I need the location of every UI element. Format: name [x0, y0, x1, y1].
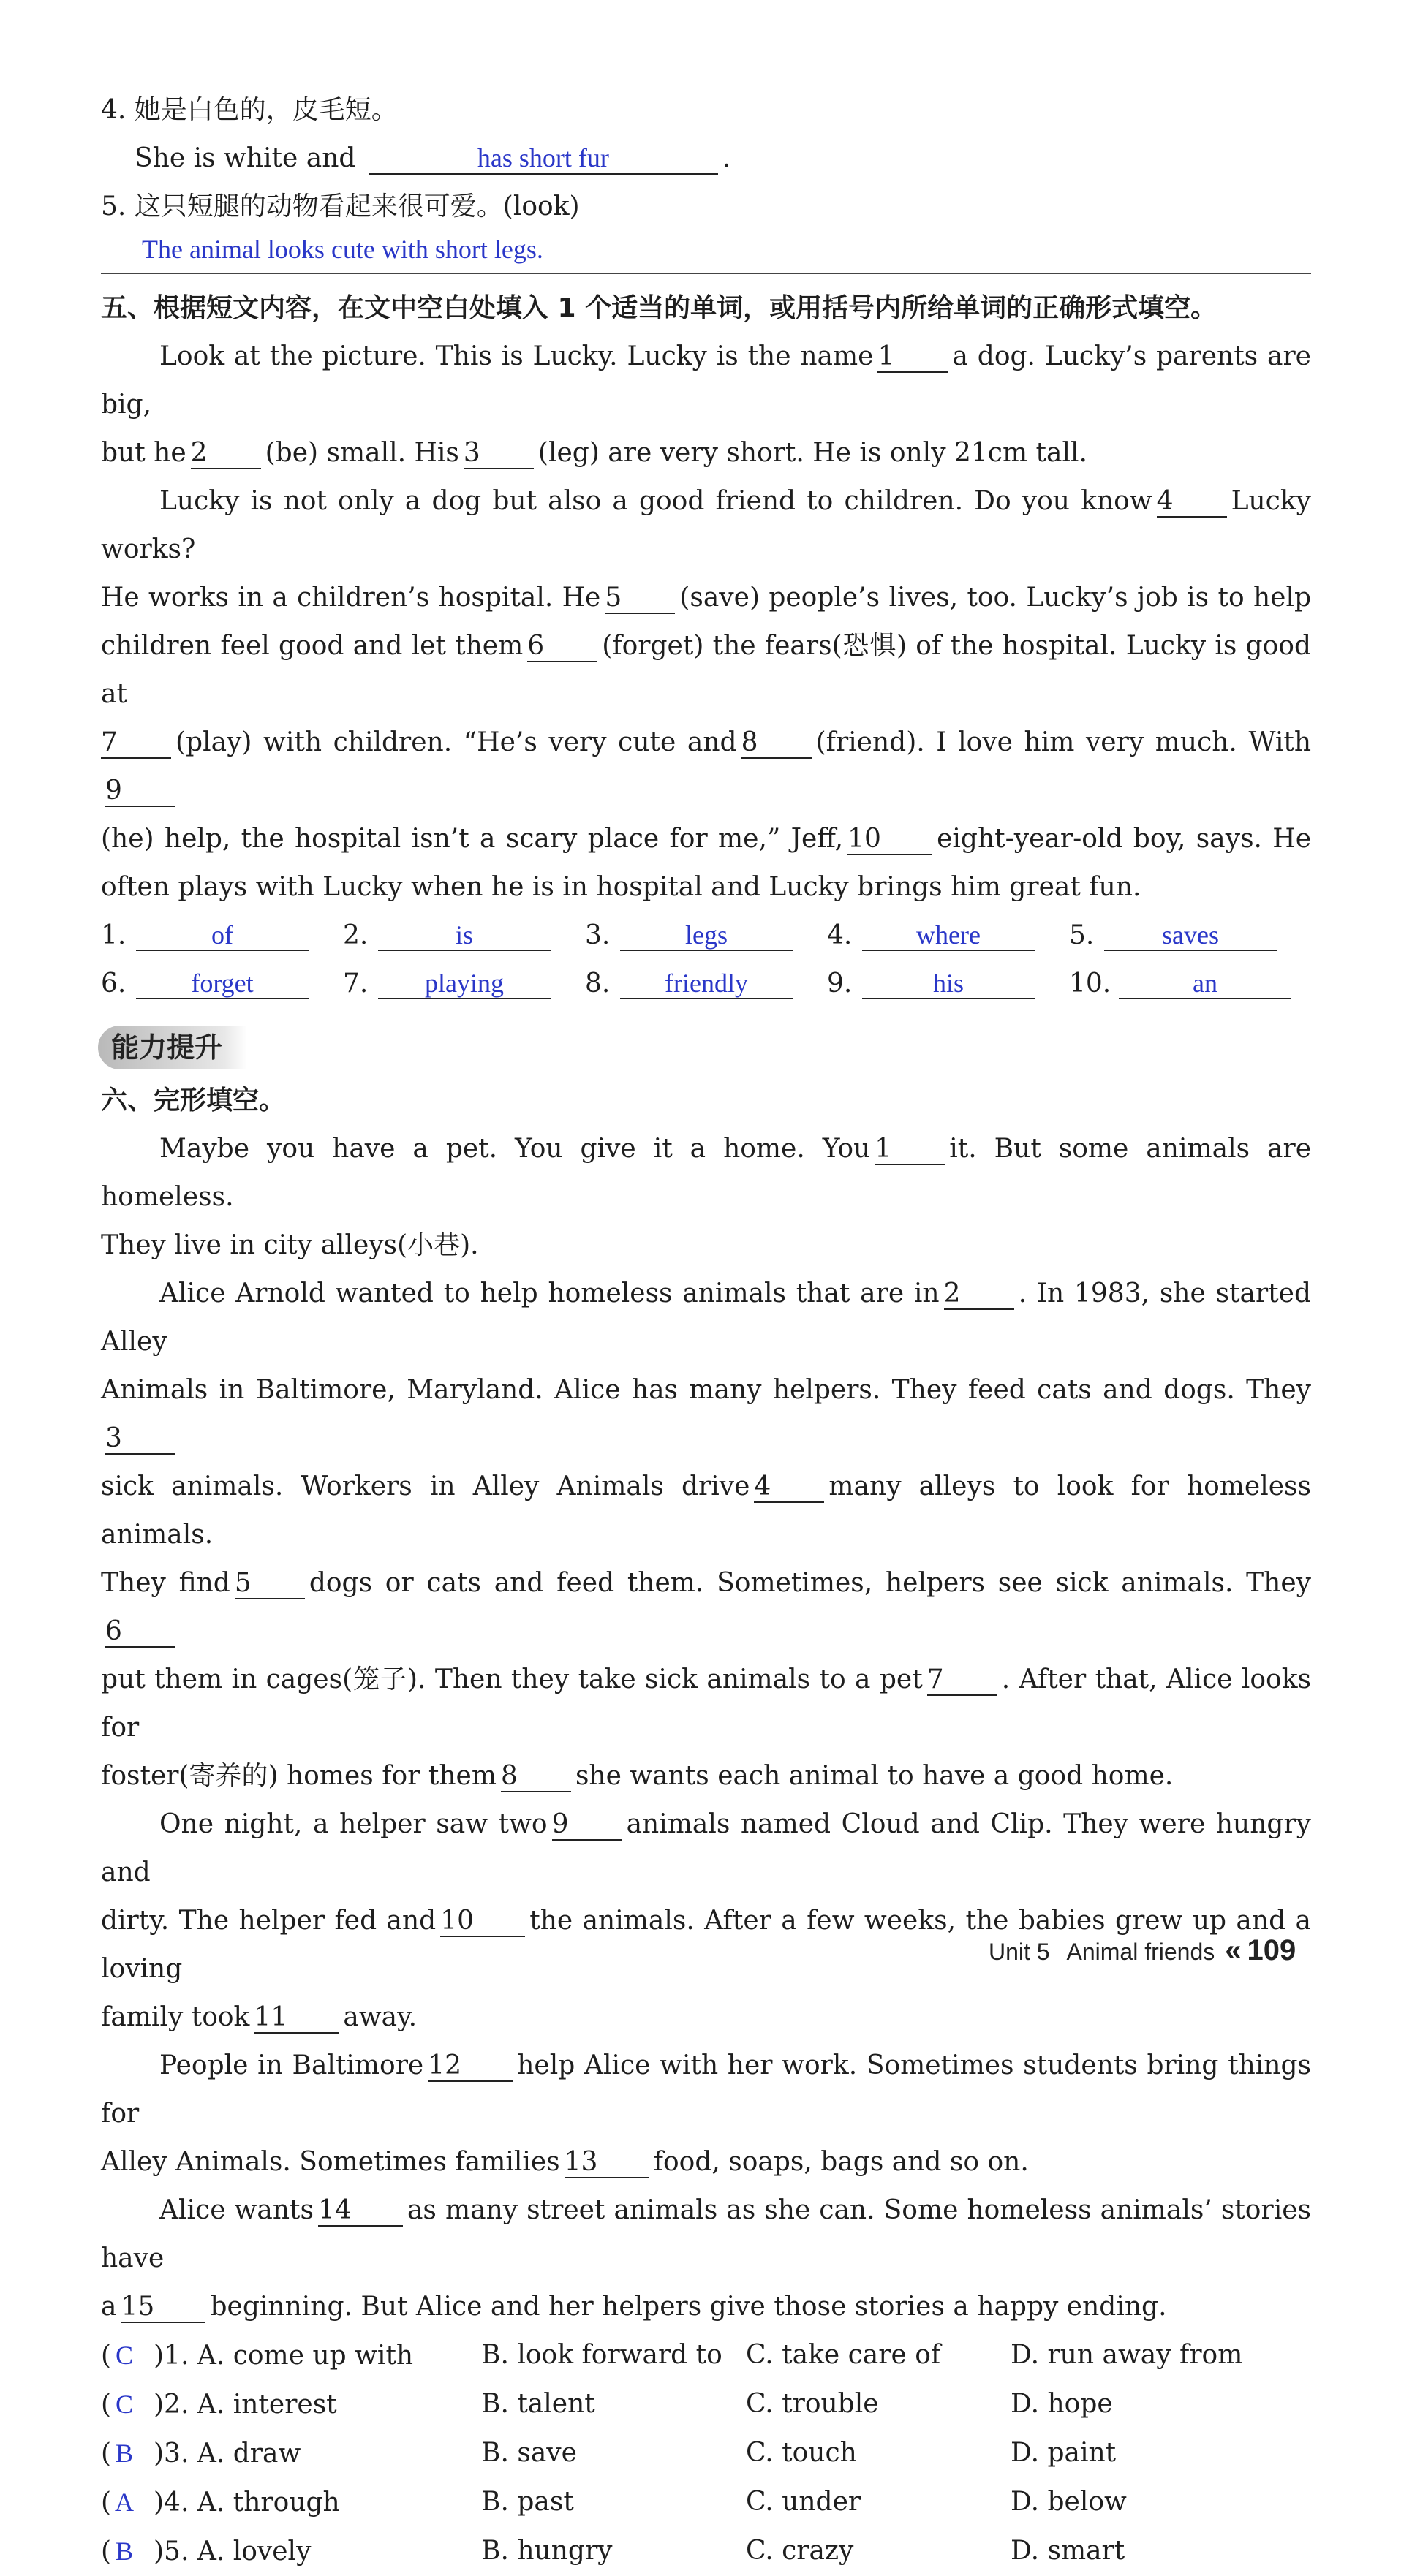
- s6-para4-line1: People in Baltimore 12 help Alice with her work. Sometimes students bring things for: [101, 2050, 1311, 2129]
- choice-option-d[interactable]: D. hope: [1011, 2389, 1113, 2419]
- q4-english: She is white and has short fur .: [135, 143, 731, 173]
- s5-para2-line1: Lucky is not only a dog but also a good friend to children. Do you know 4 Lucky works?: [101, 486, 1311, 564]
- divider: [101, 273, 1311, 274]
- s5-answer-5: [1069, 912, 1311, 960]
- s6-blank-8[interactable]: 8: [501, 1762, 571, 1792]
- choice-option-c[interactable]: C. take care of: [746, 2340, 941, 2370]
- s5-answer-value[interactable]: his: [862, 969, 1035, 999]
- s6-para2-line6: foster(寄养的) homes for them 8 she wants each animal to have a good home.: [101, 1761, 1174, 1791]
- choice-option-a[interactable]: ( B )3. A. draw: [101, 2429, 481, 2478]
- s6-choice-row-2: [101, 2380, 1311, 2429]
- page-content: [101, 86, 1311, 2576]
- s5-answer-number: 9.: [827, 969, 853, 999]
- s6-para5-line2: a 15 beginning. But Alice and her helpers give those stories a happy ending.: [101, 2292, 1167, 2322]
- s5-answer-number: 2.: [343, 920, 369, 950]
- s5-blank-1[interactable]: 1: [877, 342, 948, 373]
- choice-option-a[interactable]: ( C )1. A. come up with: [101, 2331, 481, 2380]
- s6-blank-9[interactable]: 9: [552, 1810, 622, 1841]
- s5-answer-number: 4.: [827, 920, 853, 950]
- s5-para2-line4: 7 (play) with children. “He’s very cute and 8 (friend). I love him very much. With9: [101, 727, 1312, 806]
- s6-para2-line1: Alice Arnold wanted to help homeless animals that are in 2 . In 1983, she started Alley: [101, 1278, 1311, 1357]
- chosen-answer: C: [116, 2390, 134, 2419]
- q4-chinese: 4. 她是白色的，皮毛短。: [101, 95, 398, 125]
- s5-answer-value[interactable]: an: [1119, 969, 1291, 999]
- s6-para2-line5: put them in cages(笼子). Then they take sick animals to a pet 7 . After that, Alice looks for: [101, 1664, 1312, 1743]
- s6-choices: [101, 2331, 1311, 2576]
- s6-blank-12[interactable]: 12: [428, 2051, 513, 2082]
- s5-answer-number: 6.: [101, 969, 127, 999]
- s5-answer-10: [1069, 960, 1311, 1008]
- s6-para2-line3: sick animals. Workers in Alley Animals drive 4 many alleys to look for homeless animals.: [101, 1471, 1312, 1550]
- choice-option-c[interactable]: C. trouble: [746, 2389, 879, 2419]
- s6-choice-row-5: [101, 2527, 1311, 2576]
- s5-answer-value[interactable]: where: [862, 920, 1035, 951]
- page-footer: [989, 1934, 1340, 1967]
- s5-answer-9: [827, 960, 1069, 1008]
- choice-option-b[interactable]: B. past: [481, 2487, 574, 2517]
- s5-answer-4: [827, 912, 1069, 960]
- s6-para2-line4: They find 5 dogs or cats and feed them. Sometimes, helpers see sick animals. They6: [101, 1568, 1312, 1646]
- q5-chinese: 5. 这只短腿的动物看起来很可爱。(look): [101, 192, 580, 221]
- s5-answer-value[interactable]: of: [136, 920, 309, 951]
- s5-answer-number: 10.: [1069, 969, 1111, 999]
- s5-answer-number: 8.: [585, 969, 611, 999]
- s5-answer-value[interactable]: forget: [136, 969, 309, 999]
- s6-choice-row-1: [101, 2331, 1311, 2380]
- s6-para1-line2: They live in city alleys(小巷).: [101, 1230, 479, 1260]
- s5-para1-line1: Look at the picture. This is Lucky. Lucky is the name 1 a dog. Lucky’s parents are big,: [101, 341, 1311, 420]
- s6-blank-15[interactable]: 15: [121, 2292, 205, 2323]
- choice-option-b[interactable]: B. look forward to: [481, 2340, 722, 2370]
- choice-option-a[interactable]: ( B )5. A. lovely: [101, 2527, 481, 2576]
- choice-option-b[interactable]: B. talent: [481, 2389, 595, 2419]
- s6-blank-2[interactable]: 2: [944, 1279, 1014, 1310]
- choice-option-b[interactable]: B. hungry: [481, 2536, 613, 2566]
- s6-para4-line2: Alley Animals. Sometimes families 13 food, soaps, bags and so on.: [101, 2147, 1029, 2177]
- s5-para2-line5: (he) help, the hospital isn’t a scary place for me,” Jeff, 10 eight-year-old boy, says. He: [101, 824, 1311, 854]
- q4-answer-blank[interactable]: [369, 143, 718, 175]
- section5-title: 五、根据短文内容，在文中空白处填入 1 个适当的单词，或用括号内所给单词的正确形式填空。: [101, 293, 1217, 323]
- s6-blank-6[interactable]: 6: [105, 1617, 175, 1648]
- s5-blank-2[interactable]: 2: [191, 439, 261, 469]
- s6-blank-11[interactable]: 11: [254, 2003, 339, 2034]
- s5-blank-9[interactable]: 9: [105, 776, 175, 807]
- s5-blank-4[interactable]: 4: [1157, 487, 1227, 518]
- s6-para3-line1: One night, a helper saw two 9 animals named Cloud and Clip. They were hungry and: [101, 1809, 1311, 1887]
- s5-answer-1: [101, 912, 343, 960]
- s5-answer-3: [585, 912, 827, 960]
- s5-blank-8[interactable]: 8: [741, 728, 812, 759]
- s6-para2-line2: Animals in Baltimore, Maryland. Alice has many helpers. They feed cats and dogs. They3: [101, 1375, 1311, 1453]
- q4-answer: has short fur: [477, 143, 609, 173]
- s5-answer-value[interactable]: playing: [378, 969, 551, 999]
- s6-blank-13[interactable]: 13: [565, 2148, 649, 2178]
- chosen-answer: B: [116, 2439, 134, 2468]
- s5-para2-line2: He works in a children’s hospital. He 5 (save) people’s lives, too. Lucky’s job is to help: [101, 583, 1311, 613]
- s5-answer-grid: [101, 912, 1311, 1008]
- s5-answer-6: [101, 960, 343, 1008]
- choice-option-d[interactable]: D. run away from: [1011, 2340, 1243, 2370]
- s6-choice-row-3: [101, 2429, 1311, 2478]
- s5-answer-8: [585, 960, 827, 1008]
- s5-answer-2: [343, 912, 585, 960]
- s6-choice-row-4: [101, 2478, 1311, 2527]
- choice-option-a[interactable]: ( A )4. A. through: [101, 2478, 481, 2527]
- s6-para1-line1: Maybe you have a pet. You give it a home. You 1 it. But some animals are homeless.: [101, 1134, 1311, 1212]
- choice-option-d[interactable]: D. paint: [1011, 2438, 1117, 2468]
- choice-option-c[interactable]: C. touch: [746, 2438, 857, 2468]
- chosen-answer: C: [116, 2341, 134, 2370]
- s5-answer-value[interactable]: is: [378, 920, 551, 951]
- s6-blank-1[interactable]: 1: [875, 1134, 945, 1165]
- s6-para3-line2: dirty. The helper fed and 10 the animals. After a few weeks, the babies grew up and a loving: [101, 1906, 1311, 1984]
- s5-para2-line6: often plays with Lucky when he is in hospital and Lucky brings him great fun.: [101, 872, 1141, 902]
- s5-blank-7[interactable]: 7: [101, 728, 171, 759]
- s5-answer-value[interactable]: legs: [620, 920, 793, 951]
- s6-blank-3[interactable]: 3: [105, 1424, 175, 1455]
- choice-option-b[interactable]: B. save: [481, 2438, 577, 2468]
- s6-blank-4[interactable]: 4: [754, 1472, 824, 1503]
- s5-blank-5[interactable]: 5: [605, 583, 675, 614]
- s5-answer-7: [343, 960, 585, 1008]
- page-number: 109: [1247, 1934, 1296, 1966]
- s5-answer-number: 7.: [343, 969, 369, 999]
- s5-answer-number: 5.: [1069, 920, 1095, 950]
- s6-para3-line3: family took 11 away.: [101, 2002, 418, 2032]
- s5-blank-10[interactable]: 10: [847, 825, 932, 855]
- choice-option-a[interactable]: ( C )2. A. interest: [101, 2380, 481, 2429]
- s5-answer-value[interactable]: friendly: [620, 969, 793, 999]
- chosen-answer: A: [115, 2488, 135, 2517]
- s5-answer-value[interactable]: saves: [1104, 920, 1277, 951]
- s5-para2-line3: children feel good and let them 6 (forget) the fears(恐惧) of the hospital. Lucky is good at: [101, 631, 1311, 709]
- choice-option-c[interactable]: C. crazy: [746, 2536, 854, 2566]
- q5-answer-line[interactable]: [101, 231, 1311, 268]
- footer-unit: Unit 5: [989, 1939, 1050, 1965]
- choice-option-d[interactable]: D. below: [1011, 2487, 1127, 2517]
- q5-answer: The animal looks cute with short legs.: [142, 235, 543, 264]
- s5-answer-number: 3.: [585, 920, 611, 950]
- s6-blank-7[interactable]: 7: [927, 1665, 997, 1696]
- s6-blank-5[interactable]: 5: [235, 1569, 305, 1599]
- s6-para5-line1: Alice wants 14 as many street animals as she can. Some homeless animals’ stories have: [101, 2195, 1311, 2273]
- s6-blank-10[interactable]: 10: [440, 1906, 525, 1937]
- s5-answer-number: 1.: [101, 920, 127, 950]
- s5-para1-line2: but he 2 (be) small. His 3 (leg) are very short. He is only 21cm tall.: [101, 438, 1087, 468]
- ability-badge: 能力提升: [98, 1026, 247, 1069]
- footer-title: Animal friends: [1066, 1939, 1215, 1965]
- double-chevron-left-icon: «: [1225, 1934, 1242, 1966]
- chosen-answer: B: [116, 2537, 134, 2566]
- choice-option-d[interactable]: D. smart: [1011, 2536, 1125, 2566]
- choice-option-c[interactable]: C. under: [746, 2487, 861, 2517]
- s5-blank-3[interactable]: 3: [464, 439, 534, 469]
- s6-blank-14[interactable]: 14: [318, 2196, 403, 2227]
- section6-title: 六、完形填空。: [101, 1086, 286, 1115]
- s5-blank-6[interactable]: 6: [527, 632, 597, 662]
